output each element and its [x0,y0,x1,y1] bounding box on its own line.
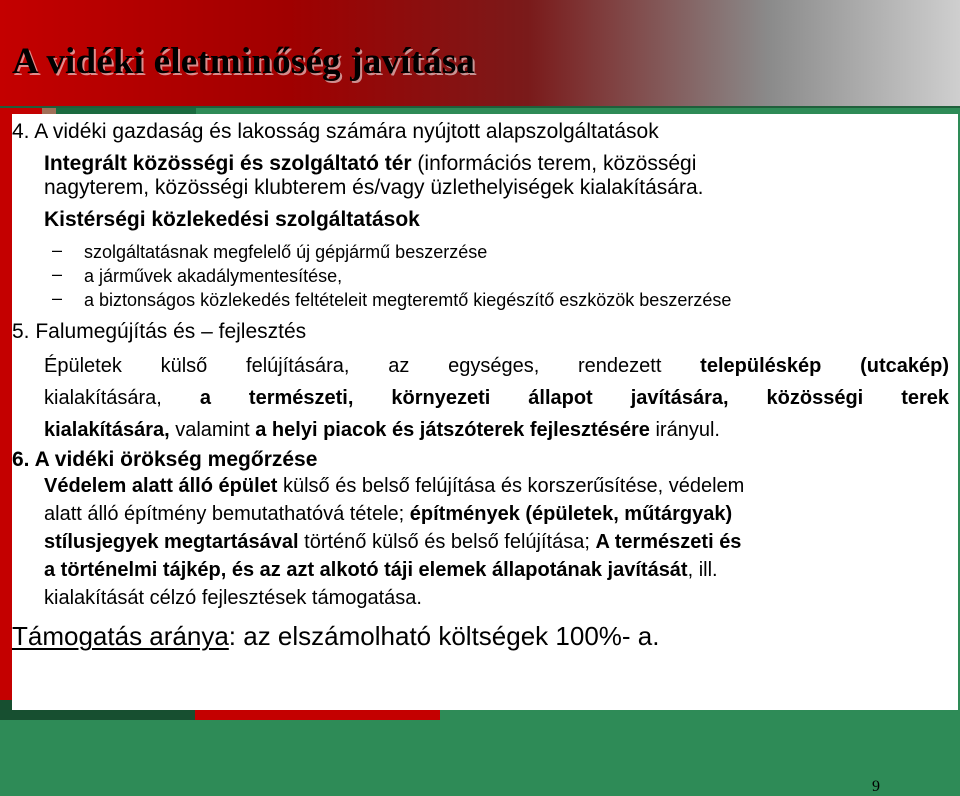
section-4-item-1-line2: nagyterem, közösségi klubterem és/vagy üzlethelyiségek kialakítására. [44,176,704,199]
support-rate [12,619,659,653]
item-1-rest: (információs terem, közösségi [411,152,697,175]
section-4-item-2-heading: Kistérségi közlekedési szolgáltatások [44,208,420,231]
section-6-line-3: stílusjegyek megtartásával történő külső és belső felújítása; A természeti és [44,531,742,553]
bullet-dash: – [52,240,63,260]
section-4-heading: 4. A vidéki gazdaság és lakosság számára nyújtott alapszolgáltatások [12,120,659,143]
section-6-line-4: a történelmi tájkép, és az azt alkotó táji elemek állapotának javítását, ill. [44,559,718,581]
bullet-item: szolgáltatásnak megfelelő új gépjármű beszerzése [84,242,488,262]
section-6-heading: 6. A vidéki örökség megőrzése [12,448,318,471]
item-1-bold: Integrált közösségi és szolgáltató tér [44,152,412,175]
bullet-dash: – [52,264,63,284]
section-5-heading: 5. Falumegújítás és – fejlesztés [12,320,307,343]
content-panel [12,114,958,795]
section-6-line-1: Védelem alatt álló épület külső és belső felújítása és korszerűsítése, védelem [44,475,745,497]
page-number: 9 [872,778,880,795]
bullet-item: a biztonságos közlekedés feltételeit megteremtő kiegészítő eszközök beszerzése [84,290,732,310]
bullet-dash: – [52,288,63,308]
section-6-line-5: kialakítását célzó fejlesztések támogatása. [44,587,422,609]
section-5-line-3: kialakítására, valamint a helyi piacok és játszóterek fejlesztésére irányul. [44,419,720,441]
section-5-line-1: Épületek külső felújítására, az egységes, rendezett településkép (utcakép) [44,355,950,377]
section-4-item-1 [44,152,696,176]
section-6-line-2: alatt álló építmény bemutathatóvá tétele; építmények (épületek, műtárgyak) [44,503,733,525]
section-5-body [44,350,949,446]
support-rate-label: Támogatás aránya [12,621,229,651]
section-5-line-2: kialakítására, a természeti, környezeti állapot javítására, közösségi terek [44,387,950,409]
bullet-item: a járművek akadálymentesítése, [84,266,343,286]
support-rate-text: : az elszámolható költségek 100%- a. [228,621,660,651]
slide-title: A vidéki életminőség javítása [12,41,476,82]
